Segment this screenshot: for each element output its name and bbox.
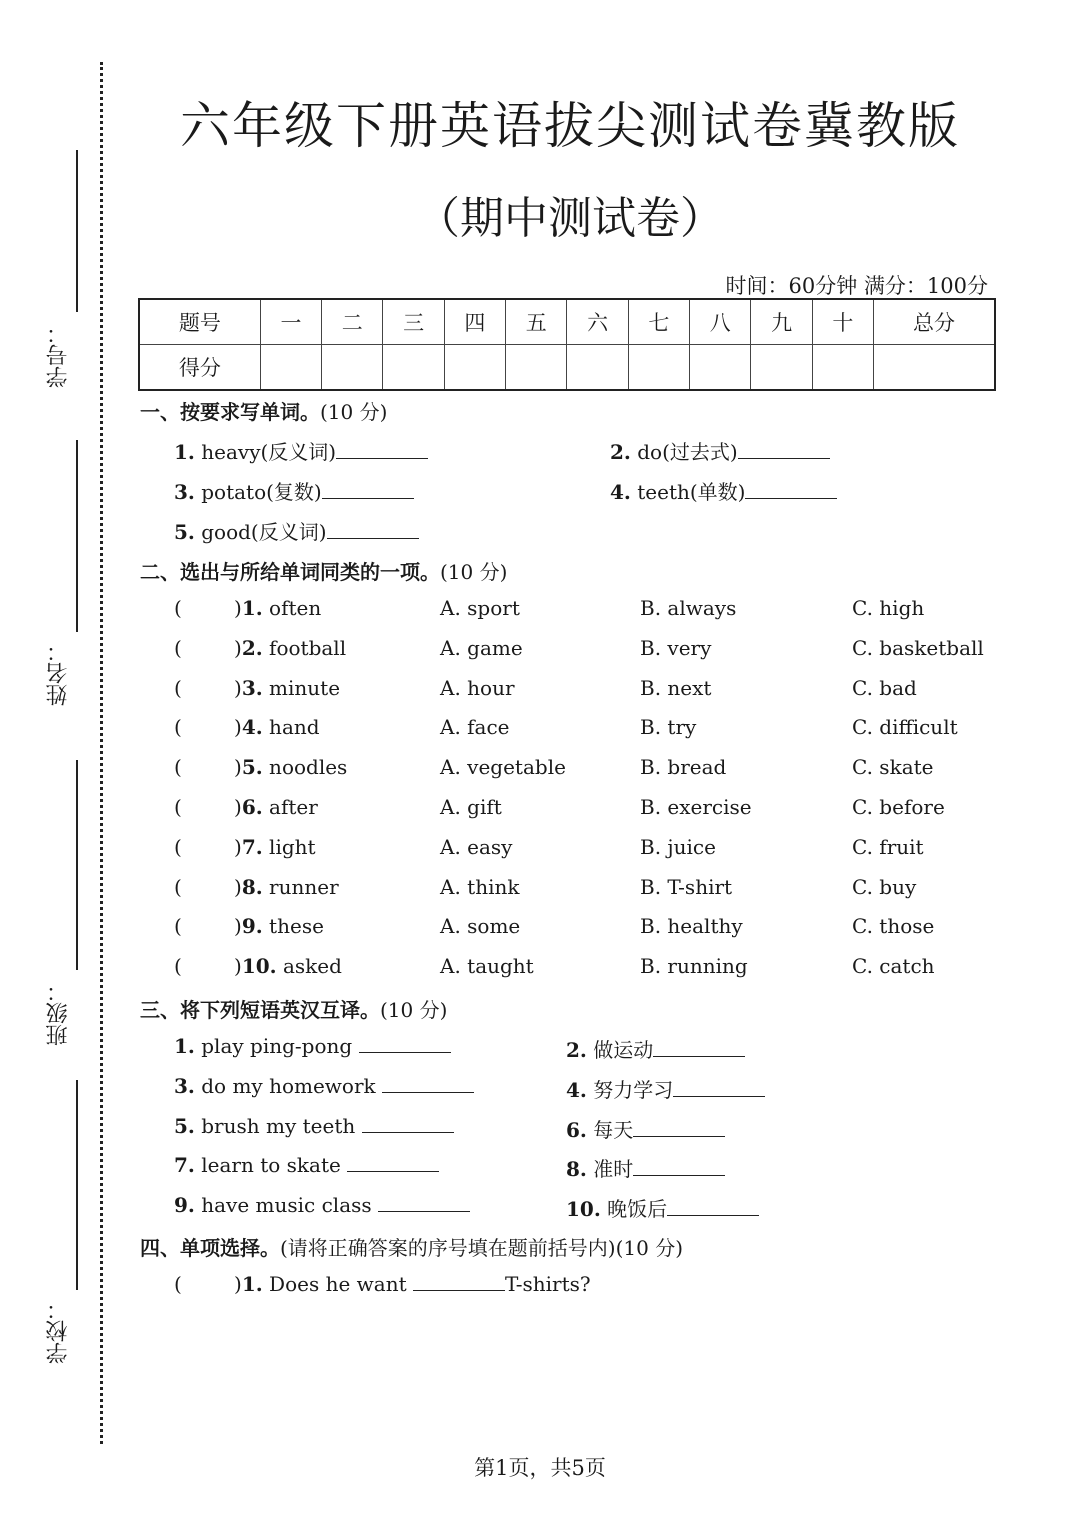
option-b: B. healthy xyxy=(640,914,743,938)
sec2-question: )9. these xyxy=(234,914,324,938)
answer-blank[interactable] xyxy=(667,1197,759,1216)
score-cell[interactable] xyxy=(444,345,505,391)
sec2-question: )7. light xyxy=(234,835,316,859)
sec1-item: 5. good(反义词) xyxy=(174,516,419,545)
answer-paren[interactable]: ( xyxy=(174,795,182,819)
option-c: C. skate xyxy=(852,755,934,779)
option-c: C. basketball xyxy=(852,636,984,660)
sec1-item: 2. do(过去式) xyxy=(610,436,830,465)
sec1-item: 4. teeth(单数) xyxy=(610,476,837,505)
binding-dotted-line xyxy=(100,62,103,1444)
option-c: C. bad xyxy=(852,676,917,700)
score-header-cell: 十 xyxy=(812,299,873,345)
sec3-item: 4. 努力学习 xyxy=(566,1074,765,1103)
exam-meta: 时间：60分钟 满分：100分 xyxy=(725,274,988,298)
answer-paren[interactable]: ( xyxy=(174,914,182,938)
sec2-question: )1. often xyxy=(234,596,322,620)
answer-blank[interactable] xyxy=(327,520,419,539)
option-b: B. try xyxy=(640,715,697,739)
sec3-item: 9. have music class xyxy=(174,1193,470,1217)
sec1-item: 3. potato(复数) xyxy=(174,476,414,505)
score-table-score-row xyxy=(139,345,995,391)
option-b: B. next xyxy=(640,676,712,700)
answer-paren[interactable]: ( xyxy=(174,755,182,779)
sec3-item: 7. learn to skate xyxy=(174,1153,439,1177)
sec2-question: )2. football xyxy=(234,636,347,660)
score-cell[interactable] xyxy=(322,345,383,391)
answer-blank[interactable] xyxy=(633,1118,725,1137)
option-b: B. always xyxy=(640,596,737,620)
page-subtitle: （期中测试卷） xyxy=(416,193,724,244)
answer-paren[interactable]: ( xyxy=(174,715,182,739)
banji-line xyxy=(76,760,78,970)
option-c: C. buy xyxy=(852,875,917,899)
answer-blank[interactable] xyxy=(633,1157,725,1176)
xingming-label: 姓名： xyxy=(46,640,71,706)
score-cell[interactable] xyxy=(690,345,751,391)
score-header-cell: 三 xyxy=(383,299,444,345)
sec3-item: 8. 准时 xyxy=(566,1153,725,1182)
section4-heading: 四、单项选择。 xyxy=(140,1236,280,1260)
sec3-item: 6. 每天 xyxy=(566,1114,725,1143)
section3-title xyxy=(140,994,447,1023)
answer-paren[interactable]: ( xyxy=(174,954,182,978)
score-header-cell: 四 xyxy=(444,299,505,345)
answer-paren[interactable]: ( xyxy=(174,835,182,859)
section3-points: (10 分) xyxy=(380,998,448,1022)
score-cell[interactable] xyxy=(751,345,812,391)
score-header-cell: 题号 xyxy=(139,299,260,345)
score-header-cell: 一 xyxy=(260,299,321,345)
answer-blank[interactable] xyxy=(378,1193,470,1212)
answer-blank[interactable] xyxy=(653,1038,745,1057)
sec3-item: 10. 晚饭后 xyxy=(566,1193,759,1222)
score-cell[interactable] xyxy=(812,345,873,391)
section3-heading: 三、将下列短语英汉互译。 xyxy=(140,998,380,1022)
sec1-item: 1. heavy(反义词) xyxy=(174,436,428,465)
section1-heading: 一、按要求写单词。 xyxy=(140,400,320,424)
section2-title xyxy=(140,556,507,585)
option-a: A. taught xyxy=(440,954,534,978)
answer-paren[interactable]: ( xyxy=(174,875,182,899)
score-cell[interactable] xyxy=(260,345,321,391)
banji-label: 班级： xyxy=(46,980,71,1046)
xuehao-label: 学号： xyxy=(46,322,71,388)
score-header-cell: 九 xyxy=(751,299,812,345)
sec3-item: 2. 做运动 xyxy=(566,1034,745,1063)
sec2-question: )6. after xyxy=(234,795,318,819)
score-table-header-row xyxy=(139,299,995,345)
option-a: A. face xyxy=(440,715,510,739)
option-c: C. difficult xyxy=(852,715,958,739)
sec3-item: 3. do my homework xyxy=(174,1074,474,1098)
sec2-question: )5. noodles xyxy=(234,755,348,779)
score-header-cell: 七 xyxy=(628,299,689,345)
score-cell[interactable] xyxy=(506,345,567,391)
score-row-label: 得分 xyxy=(139,345,260,391)
option-c: C. catch xyxy=(852,954,935,978)
score-header-cell: 总分 xyxy=(874,299,995,345)
option-c: C. fruit xyxy=(852,835,924,859)
answer-blank[interactable] xyxy=(745,480,837,499)
option-a: A. think xyxy=(440,875,520,899)
score-table xyxy=(138,298,996,391)
answer-paren[interactable]: ( xyxy=(174,596,182,620)
xingming-line xyxy=(76,440,78,632)
section1-points: (10 分) xyxy=(320,400,388,424)
sec2-question: )8. runner xyxy=(234,875,339,899)
answer-blank[interactable] xyxy=(336,440,428,459)
score-cell[interactable] xyxy=(383,345,444,391)
sec3-item: 1. play ping-pong xyxy=(174,1034,451,1058)
answer-blank[interactable] xyxy=(347,1153,439,1172)
answer-paren[interactable]: ( xyxy=(174,676,182,700)
score-header-cell: 八 xyxy=(690,299,751,345)
answer-blank[interactable] xyxy=(673,1078,765,1097)
xuehao-line xyxy=(76,150,78,312)
option-c: C. those xyxy=(852,914,935,938)
score-header-cell: 二 xyxy=(322,299,383,345)
answer-blank[interactable] xyxy=(359,1034,451,1053)
section2-heading: 二、选出与所给单词同类的一项。 xyxy=(140,560,440,584)
xuexiao-line xyxy=(76,1080,78,1290)
sec2-question: )10. asked xyxy=(234,954,342,978)
answer-blank[interactable] xyxy=(738,440,830,459)
score-cell[interactable] xyxy=(567,345,628,391)
option-b: B. bread xyxy=(640,755,727,779)
option-a: A. sport xyxy=(440,596,520,620)
answer-blank[interactable] xyxy=(413,1272,505,1291)
option-c: C. high xyxy=(852,596,925,620)
option-c: C. before xyxy=(852,795,945,819)
answer-blank[interactable] xyxy=(362,1114,454,1133)
option-b: B. exercise xyxy=(640,795,752,819)
option-b: B. running xyxy=(640,954,748,978)
sec2-question: )4. hand xyxy=(234,715,320,739)
score-header-cell: 五 xyxy=(506,299,567,345)
answer-paren[interactable]: ( xyxy=(174,1272,182,1296)
option-a: A. easy xyxy=(440,835,513,859)
section2-points: (10 分) xyxy=(440,560,508,584)
option-a: A. gift xyxy=(440,795,502,819)
option-a: A. vegetable xyxy=(440,755,566,779)
answer-blank[interactable] xyxy=(322,480,414,499)
sec4-item: )1. Does he want T-shirts? xyxy=(234,1272,591,1296)
xuexiao-label: 学校： xyxy=(46,1298,71,1364)
option-a: A. game xyxy=(440,636,523,660)
score-cell[interactable] xyxy=(874,345,995,391)
page-footer: 第1页，共5页 xyxy=(474,1456,606,1480)
section4-title xyxy=(140,1232,683,1261)
option-a: A. hour xyxy=(440,676,515,700)
score-header-cell: 六 xyxy=(567,299,628,345)
option-a: A. some xyxy=(440,914,521,938)
option-b: B. very xyxy=(640,636,712,660)
option-b: B. T-shirt xyxy=(640,875,733,899)
section4-note: (请将正确答案的序号填在题前括号内)(10 分) xyxy=(280,1236,684,1260)
answer-paren[interactable]: ( xyxy=(174,636,182,660)
option-b: B. juice xyxy=(640,835,716,859)
section1-title xyxy=(140,396,387,425)
page-title: 六年级下册英语拔尖测试卷冀教版 xyxy=(180,97,960,155)
answer-blank[interactable] xyxy=(382,1074,474,1093)
sec2-question: )3. minute xyxy=(234,676,341,700)
score-cell[interactable] xyxy=(628,345,689,391)
sec3-item: 5. brush my teeth xyxy=(174,1114,454,1138)
